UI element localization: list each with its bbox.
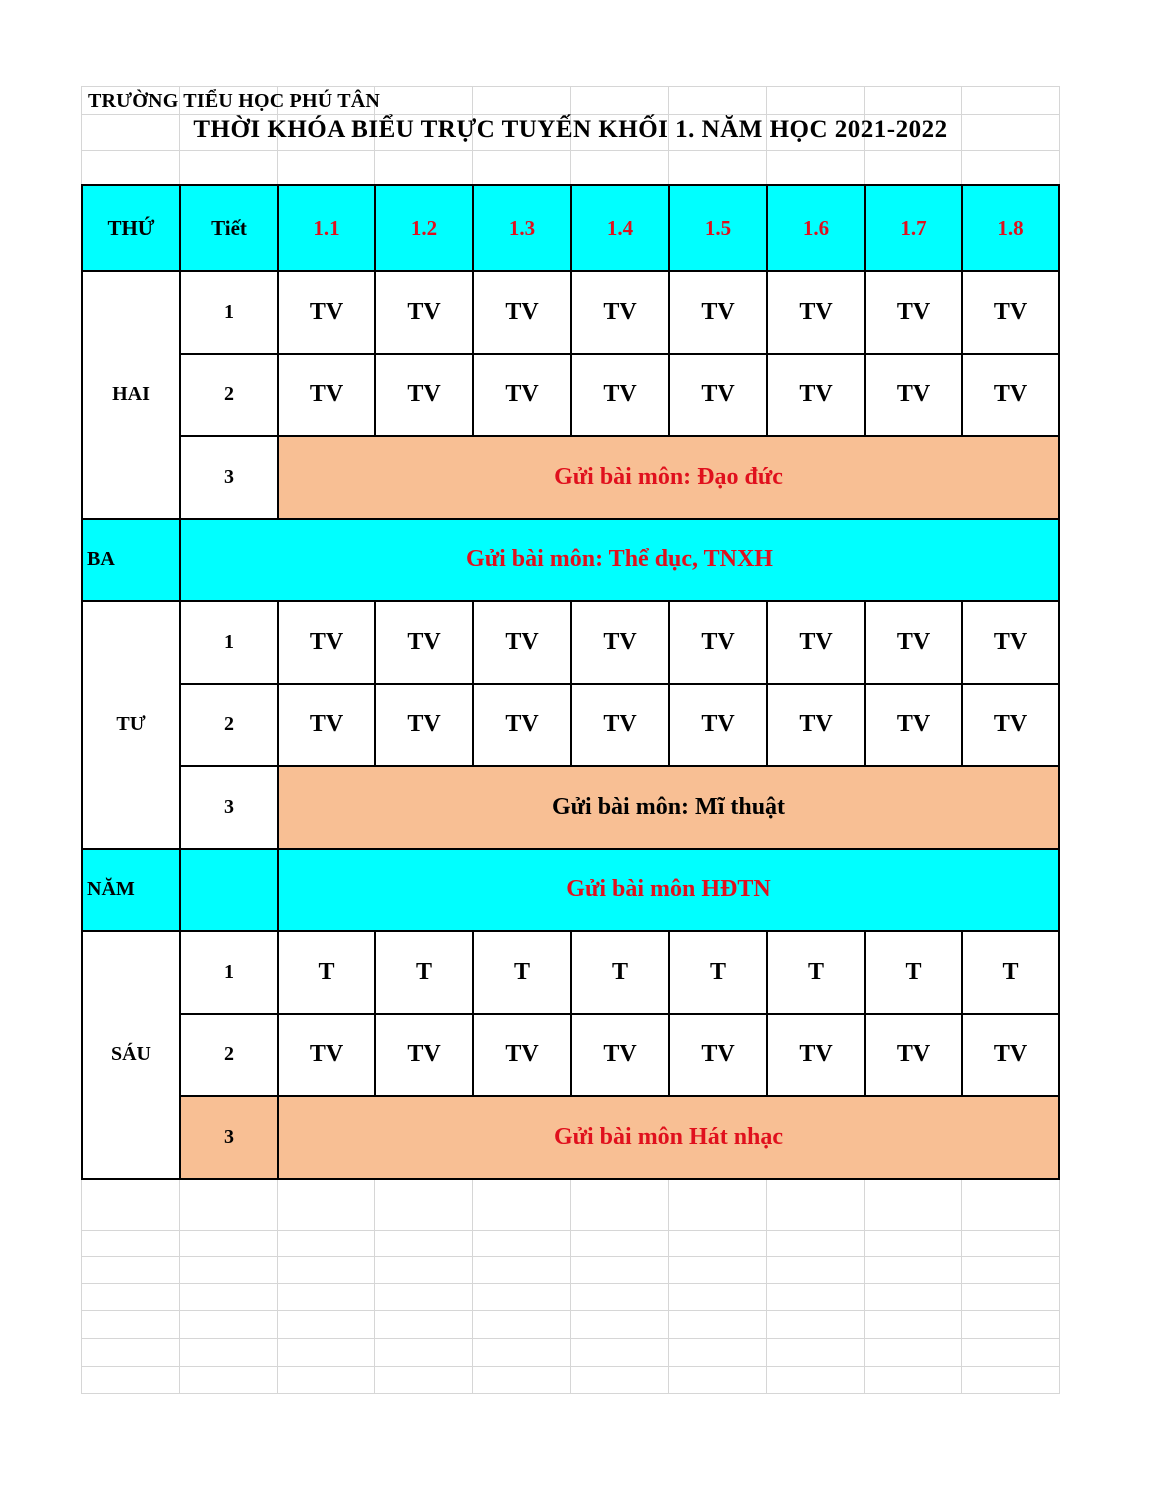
subject-cell: TV <box>571 1014 669 1097</box>
table-row <box>82 354 1059 437</box>
subject-cell: T <box>669 931 767 1014</box>
period-number: 3 <box>180 766 278 849</box>
subject-cell: TV <box>571 271 669 354</box>
note-hdtn: Gửi bài môn HĐTN <box>278 849 1059 932</box>
period-number: 2 <box>180 354 278 437</box>
page-title: THỜI KHÓA BIỂU TRỰC TUYẾN KHỐI 1. NĂM HỌC 2021-2022 <box>193 116 948 143</box>
subject-cell: TV <box>278 684 375 767</box>
subject-cell: TV <box>669 1014 767 1097</box>
subject-cell: TV <box>473 601 571 684</box>
subject-cell: TV <box>962 684 1059 767</box>
subject-cell: TV <box>473 1014 571 1097</box>
subject-cell: TV <box>962 1014 1059 1097</box>
period-number: 3 <box>180 1096 278 1179</box>
period-number: 2 <box>180 1014 278 1097</box>
period-number: 1 <box>180 601 278 684</box>
subject-cell: TV <box>962 271 1059 354</box>
subject-cell: TV <box>865 271 962 354</box>
subject-cell: T <box>571 931 669 1014</box>
subject-cell: T <box>962 931 1059 1014</box>
subject-cell: TV <box>767 271 865 354</box>
table-row <box>82 271 1059 354</box>
subject-cell: TV <box>571 354 669 437</box>
table-row <box>82 684 1059 767</box>
period-number: 2 <box>180 684 278 767</box>
header-class: 1.7 <box>865 185 962 271</box>
subject-cell: TV <box>669 354 767 437</box>
subject-cell: TV <box>865 601 962 684</box>
subject-cell: TV <box>962 354 1059 437</box>
note-hat-nhac: Gửi bài môn Hát nhạc <box>278 1096 1059 1179</box>
table-row <box>82 766 1059 849</box>
note-dao-duc: Gửi bài môn: Đạo đức <box>278 436 1059 519</box>
subject-cell: TV <box>865 354 962 437</box>
subject-cell: TV <box>375 1014 473 1097</box>
header-thu: THỨ <box>82 185 180 271</box>
subject-cell: TV <box>473 271 571 354</box>
subject-cell: TV <box>669 684 767 767</box>
subject-cell: T <box>767 931 865 1014</box>
subject-cell: TV <box>375 354 473 437</box>
subject-cell: TV <box>669 601 767 684</box>
subject-cell: TV <box>278 354 375 437</box>
subject-cell: TV <box>571 684 669 767</box>
subject-cell: TV <box>278 601 375 684</box>
subject-cell: TV <box>278 1014 375 1097</box>
table-row <box>82 519 1059 602</box>
period-number: 1 <box>180 931 278 1014</box>
header-class: 1.4 <box>571 185 669 271</box>
subject-cell: TV <box>767 354 865 437</box>
table-row <box>82 1014 1059 1097</box>
timetable <box>81 184 1060 1180</box>
day-sau: SÁU <box>82 931 180 1179</box>
subject-cell: TV <box>865 684 962 767</box>
subject-cell: TV <box>473 684 571 767</box>
header-class: 1.1 <box>278 185 375 271</box>
day-ba: BA <box>82 519 180 602</box>
subject-cell: T <box>375 931 473 1014</box>
subject-cell: TV <box>767 684 865 767</box>
school-name: TRƯỜNG TIỂU HỌC PHÚ TÂN <box>88 90 381 112</box>
subject-cell: TV <box>375 601 473 684</box>
day-tu: TƯ <box>82 601 180 849</box>
empty-cell <box>180 849 278 932</box>
subject-cell: TV <box>278 271 375 354</box>
table-row <box>82 601 1059 684</box>
day-hai: HAI <box>82 271 180 519</box>
header-row <box>82 185 1059 271</box>
subject-cell: TV <box>669 271 767 354</box>
subject-cell: TV <box>571 601 669 684</box>
subject-cell: TV <box>767 601 865 684</box>
subject-cell: T <box>473 931 571 1014</box>
subject-cell: TV <box>375 271 473 354</box>
table-row <box>82 436 1059 519</box>
header-class: 1.8 <box>962 185 1059 271</box>
subject-cell: T <box>278 931 375 1014</box>
table-row <box>82 931 1059 1014</box>
day-nam: NĂM <box>82 849 180 932</box>
header-class: 1.6 <box>767 185 865 271</box>
subject-cell: TV <box>865 1014 962 1097</box>
subject-cell: TV <box>473 354 571 437</box>
subject-cell: TV <box>962 601 1059 684</box>
header-class: 1.2 <box>375 185 473 271</box>
period-number: 3 <box>180 436 278 519</box>
table-row <box>82 1096 1059 1179</box>
table-row <box>82 849 1059 932</box>
subject-cell: TV <box>375 684 473 767</box>
subject-cell: TV <box>767 1014 865 1097</box>
header-tiet: Tiết <box>180 185 278 271</box>
header-class: 1.3 <box>473 185 571 271</box>
period-number: 1 <box>180 271 278 354</box>
header-class: 1.5 <box>669 185 767 271</box>
note-the-duc: Gửi bài môn: Thể dục, TNXH <box>180 519 1059 602</box>
subject-cell: T <box>865 931 962 1014</box>
note-mi-thuat: Gửi bài môn: Mĩ thuật <box>278 766 1059 849</box>
